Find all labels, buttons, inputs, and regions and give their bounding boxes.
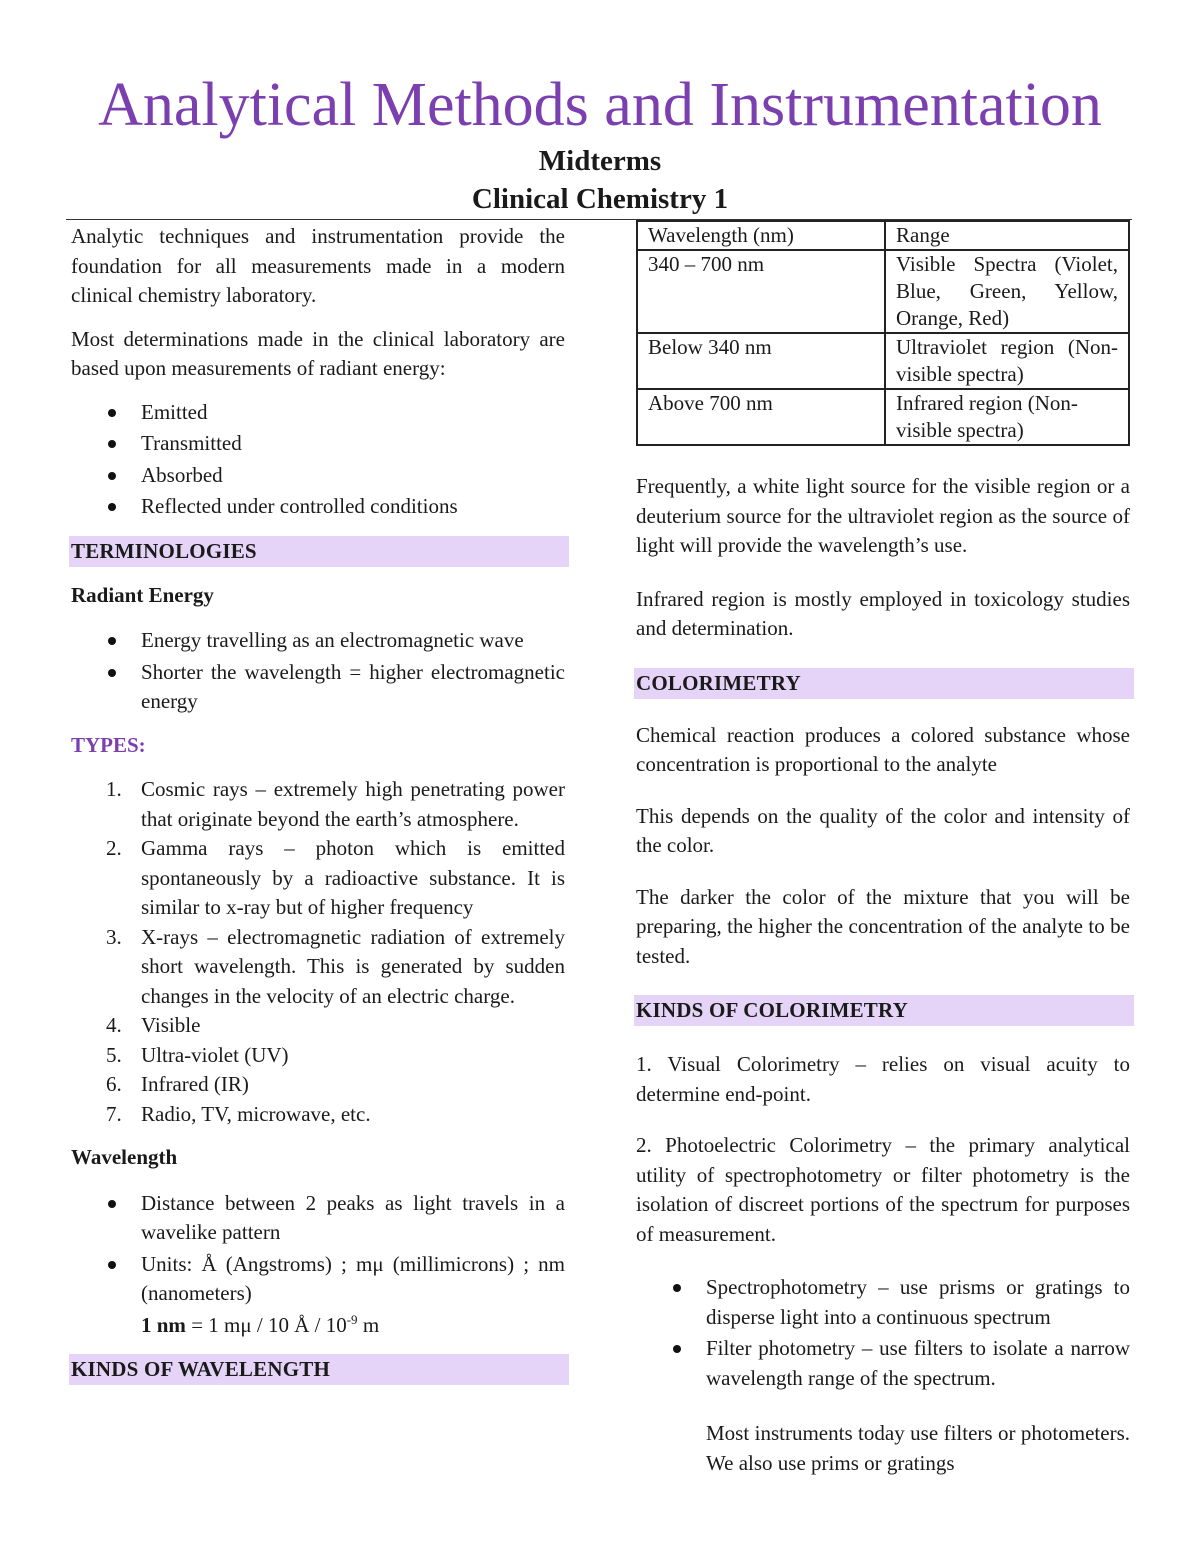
table-row xyxy=(637,250,1129,333)
list-item: Filter photometry – use filters to isolate a narrow wavelength range of the spectrum. xyxy=(636,1334,1130,1393)
list-item xyxy=(71,923,565,1012)
list-number: 1. xyxy=(106,777,122,801)
list-text: Radio, TV, microwave, etc. xyxy=(141,1101,371,1126)
document-subtitle-course: Clinical Chemistry 1 xyxy=(471,183,729,215)
table-row xyxy=(637,389,1129,445)
list-number: 4. xyxy=(106,1013,122,1037)
table-cell: 340 – 700 nm xyxy=(637,250,885,333)
infrared-paragraph: Infrared region is mostly employed in toxicology studies and determination. xyxy=(636,586,1130,640)
subheading-wavelength: Wavelength xyxy=(71,1145,178,1169)
list-text: Ultra-violet (UV) xyxy=(141,1042,289,1067)
types-heading: TYPES: xyxy=(71,732,146,757)
list-item: Emitted xyxy=(71,398,565,428)
conversion-exponent: -9 xyxy=(346,1311,358,1327)
table-cell: Below 340 nm xyxy=(637,333,885,389)
table-header-cell: Range xyxy=(885,221,1129,250)
table-cell: Ultraviolet region (Non-visible spectra) xyxy=(885,333,1129,389)
list-item xyxy=(71,1070,565,1100)
light-source-paragraph: Frequently, a white light source for the visible region or a deuterium source for the ultraviolet region as the source of light will provide the wavelength’s use. xyxy=(636,474,1130,557)
wavelength-list xyxy=(71,1189,565,1309)
colorimetry-concentration: The darker the color of the mixture that you will be preparing, the higher the concentration of the analyte to be tested. xyxy=(636,884,1130,968)
list-text: Gamma rays – photon which is emitted spontaneously by a radioactive substance. It is similar to x-ray but of higher frequency xyxy=(141,836,565,919)
list-number: 7. xyxy=(106,1101,122,1126)
left-column xyxy=(71,220,565,1385)
section-heading-kinds-of-wavelength: KINDS OF WAVELENGTH xyxy=(69,1354,569,1385)
intro-paragraph: Analytic techniques and instrumentation provide the foundation for all measurements made in a modern clinical chemistry laboratory. xyxy=(71,224,565,307)
document-subtitle-term: Midterms xyxy=(538,145,662,177)
list-item xyxy=(71,1011,565,1041)
list-number: 3. xyxy=(106,924,122,949)
wavelength-table xyxy=(636,220,1130,446)
subheading-radiant-energy: Radiant Energy xyxy=(71,582,214,607)
energy-measurement-list xyxy=(71,398,565,522)
table-cell: Above 700 nm xyxy=(637,389,885,445)
right-column xyxy=(636,220,1130,1493)
list-text: Cosmic rays – extremely high penetrating power that originate beyond the earth’s atmosphere. xyxy=(141,777,565,831)
list-text: Visible xyxy=(141,1013,201,1037)
table-cell: Visible Spectra (Violet, Blue, Green, Yellow, Orange, Red) xyxy=(885,250,1129,333)
list-number: 2. xyxy=(106,836,122,860)
list-item: Energy travelling as an electromagnetic wave xyxy=(71,626,565,656)
colorimetry-dependence: This depends on the quality of the color and intensity of the color. xyxy=(636,803,1130,857)
list-item: Reflected under controlled conditions xyxy=(71,492,565,522)
table-header-cell: Wavelength (nm) xyxy=(637,221,885,250)
photoelectric-colorimetry: 2. Photoelectric Colorimetry – the primary analytical utility of spectrophotometry or filter photometry is the isolation of discreet portions of the spectrum for purposes of measurement. xyxy=(636,1133,1130,1246)
visual-colorimetry: 1. Visual Colorimetry – relies on visual acuity to determine end-point. xyxy=(636,1052,1130,1106)
photometry-methods-list xyxy=(636,1273,1130,1393)
conversion-text: = 1 mμ / 10 Å / 10 xyxy=(185,1312,347,1337)
conversion-unit: m xyxy=(357,1312,380,1337)
list-item: Absorbed xyxy=(71,461,565,491)
table-row xyxy=(637,333,1129,389)
table-cell: Infrared region (Non-visible spectra) xyxy=(885,389,1129,445)
section-heading-colorimetry: COLORIMETRY xyxy=(634,668,1134,699)
radiation-types-list xyxy=(71,775,565,1129)
list-item xyxy=(71,775,565,834)
list-item xyxy=(71,834,565,923)
unit-conversion xyxy=(71,1311,565,1341)
list-item: Spectrophotometry – use prisms or gratings to disperse light into a continuous spectrum xyxy=(636,1273,1130,1332)
radiant-energy-intro: Most determinations made in the clinical laboratory are based upon measurements of radiant energy: xyxy=(71,326,565,380)
list-item: Shorter the wavelength = higher electromagnetic energy xyxy=(71,658,565,717)
list-number: 6. xyxy=(106,1072,122,1096)
list-item: Distance between 2 peaks as light travels in a wavelike pattern xyxy=(71,1189,565,1248)
list-number: 5. xyxy=(106,1042,122,1067)
radiant-energy-list xyxy=(71,626,565,717)
colorimetry-definition: Chemical reaction produces a colored substance whose concentration is proportional to the analyte xyxy=(636,722,1130,776)
section-heading-kinds-of-colorimetry: KINDS OF COLORIMETRY xyxy=(634,995,1134,1026)
document-title: Analytical Methods and Instrumentation xyxy=(98,71,1102,139)
table-header-row xyxy=(637,221,1129,250)
conversion-bold: 1 nm xyxy=(141,1312,186,1337)
list-item xyxy=(71,1041,565,1071)
instruments-paragraph: Most instruments today use filters or photometers. We also use prims or gratings xyxy=(706,1421,1130,1475)
list-item: Units: Å (Angstroms) ; mμ (millimicrons) ; nm (nanometers) xyxy=(71,1250,565,1309)
section-heading-terminologies: TERMINOLOGIES xyxy=(69,536,569,567)
list-text: X-rays – electromagnetic radiation of extremely short wavelength. This is generated by sudden changes in the velocity of an electric charge. xyxy=(141,924,565,1008)
list-item xyxy=(71,1100,565,1130)
list-text: Infrared (IR) xyxy=(141,1072,249,1096)
list-item: Transmitted xyxy=(71,429,565,459)
